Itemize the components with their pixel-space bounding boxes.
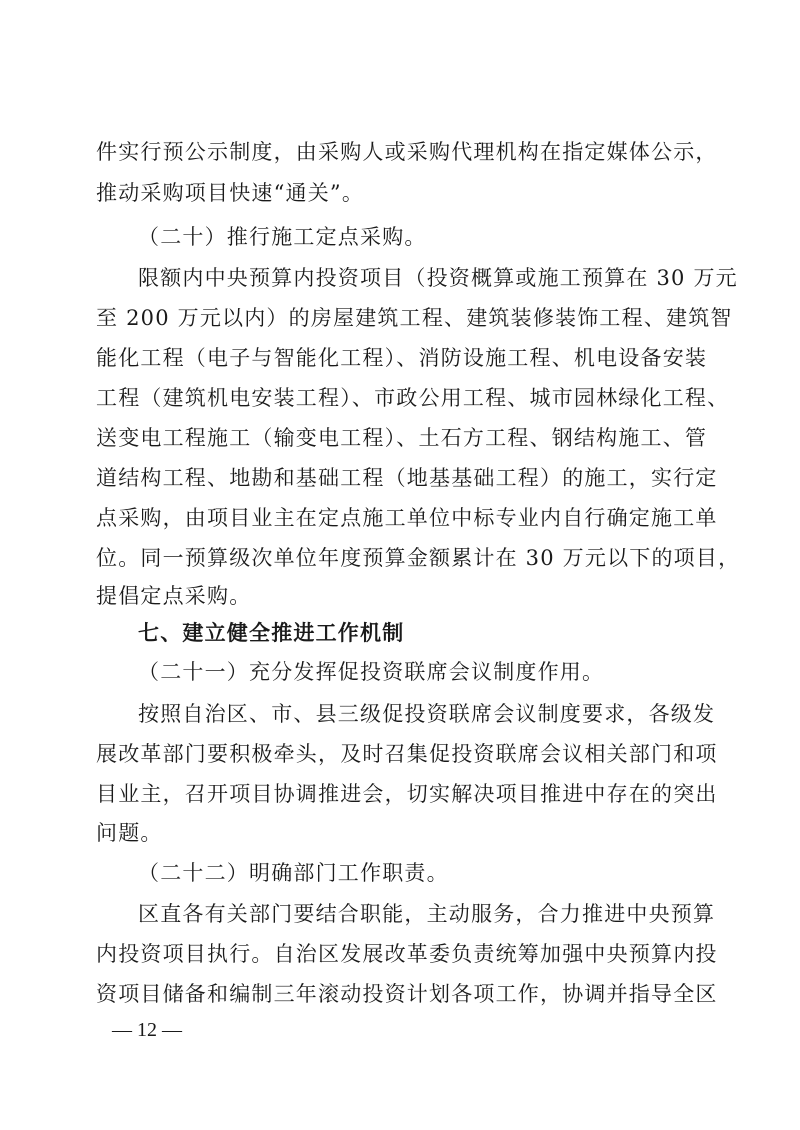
body-text-line: 道结构工程、地勘和基础工程（地基基础工程）的施工，实行定 xyxy=(96,466,718,490)
body-text-line: 区直各有关部门要结合职能，主动服务，合力推进中央预算 xyxy=(138,902,716,926)
subheading-21: （二十一）充分发挥促投资联席会议制度作用。 xyxy=(138,660,605,684)
body-text-line: 至 200 万元以内）的房屋建筑工程、建筑装修装饰工程、建筑智 xyxy=(96,306,733,330)
body-text-line: 展改革部门要积极牵头，及时召集促投资联席会议相关部门和项 xyxy=(96,742,718,766)
subheading-20: （二十）推行施工定点采购。 xyxy=(138,225,427,249)
body-text-line: 按照自治区、市、县三级促投资联席会议制度要求，各级发 xyxy=(138,702,716,726)
body-text-line: 推动采购项目快速“通关”。 xyxy=(96,181,365,205)
page-number: — 12 — xyxy=(112,1019,182,1041)
body-text-line: 限额内中央预算内投资项目（投资概算或施工预算在 30 万元 xyxy=(138,266,738,290)
body-text-line: 内投资项目执行。自治区发展改革委负责统筹加强中央预算内投 xyxy=(96,942,718,966)
body-text-line: 目业主，召开项目协调推进会，切实解决项目推进中存在的突出 xyxy=(96,782,718,806)
body-text-line: 送变电工程施工（输变电工程）、土石方工程、钢结构施工、管 xyxy=(96,426,708,450)
subheading-22: （二十二）明确部门工作职责。 xyxy=(138,861,449,885)
body-text-line: 位。同一预算级次单位年度预算金额累计在 30 万元以下的项目， xyxy=(96,546,741,570)
section-heading-7: 七、建立健全推进工作机制 xyxy=(138,621,405,645)
body-text-line: 工程（建筑机电安装工程）、市政公用工程、城市园林绿化工程、 xyxy=(96,386,730,410)
body-text-line: 问题。 xyxy=(96,821,163,845)
body-text-line: 资项目储备和编制三年滚动投资计划各项工作，协调并指导全区 xyxy=(96,982,718,1006)
body-text-line: 件实行预公示制度，由采购人或采购代理机构在指定媒体公示， xyxy=(96,140,718,164)
body-text-line: 能化工程（电子与智能化工程）、消防设施工程、机电设备安装 xyxy=(96,346,708,370)
body-text-line: 点采购，由项目业主在定点施工单位中标专业内自行确定施工单 xyxy=(96,506,718,530)
body-text-line: 提倡定点采购。 xyxy=(96,584,252,608)
